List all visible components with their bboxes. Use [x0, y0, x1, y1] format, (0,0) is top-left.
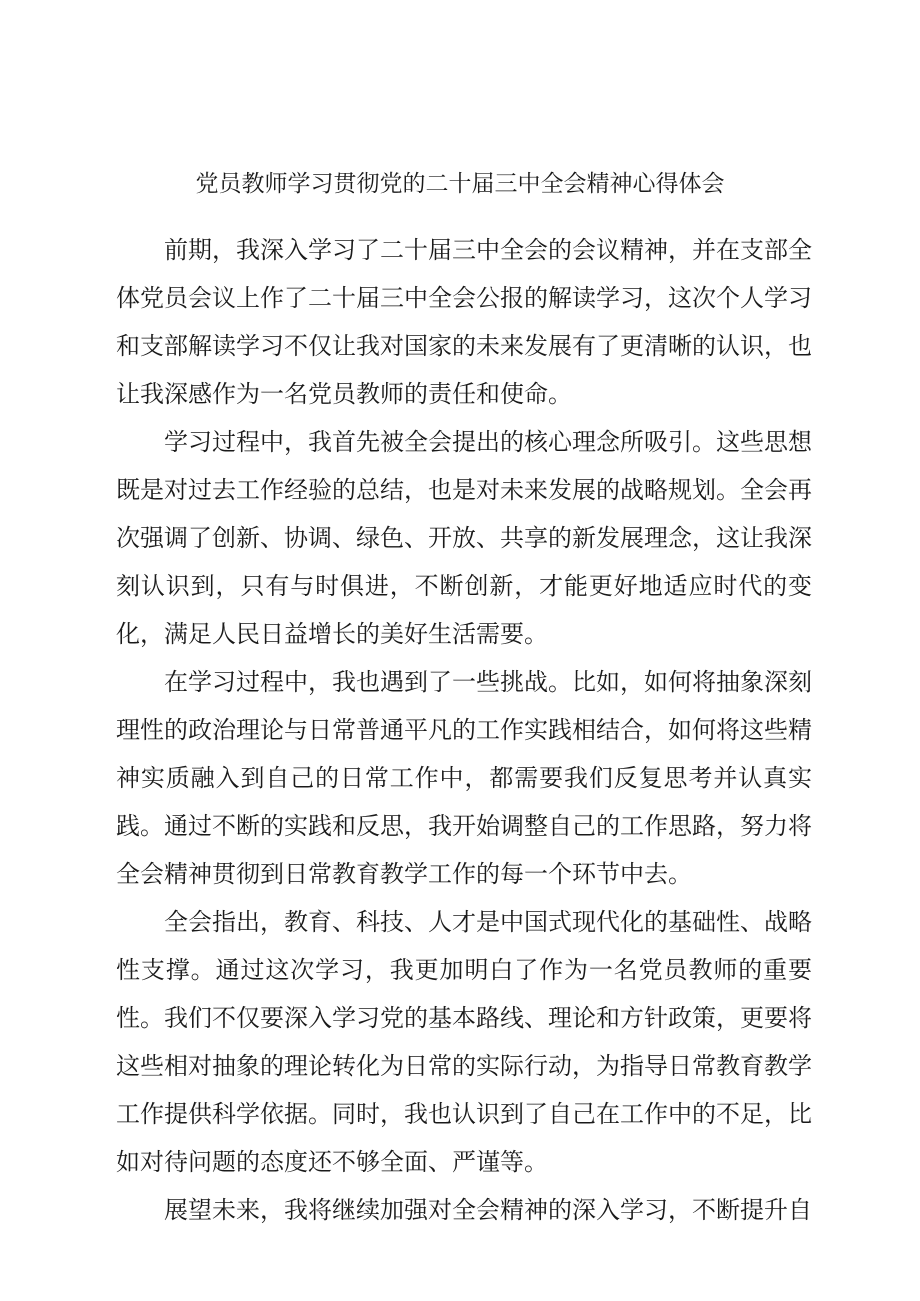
document-title: 党员教师学习贯彻党的二十届三中全会精神心得体会 — [195, 171, 725, 197]
paragraph-5: 展望未来，我将继续加强对全会精神的深入学习，不断提升自 — [164, 1196, 812, 1224]
paragraph-2: 学习过程中，我首先被全会提出的核心理念所吸引。这些思想既是对过去工作经验的总结，也是对未来发展的战略规划。全会再次强调了创新、协调、绿色、开放、共享的新发展理念，这让我深刻认识到，只有与时俱进，不断创新，才能更好地适应时代的变化，满足人民日益增长的美好生活需要。 — [116, 428, 812, 648]
document-body — [116, 226, 812, 1234]
paragraph-1: 前期，我深入学习了二十届三中全会的会议精神，并在支部全体党员会议上作了二十届三中全会公报的解读学习，这次个人学习和支部解读学习不仅让我对国家的未来发展有了更清晰的认识，也让我深感作为一名党员教师的责任和使命。 — [116, 236, 812, 408]
paragraph-3: 在学习过程中，我也遇到了一些挑战。比如，如何将抽象深刻理性的政治理论与日常普通平凡的工作实践相结合，如何将这些精神实质融入到自己的日常工作中，都需要我们反复思考并认真实践。通过不断的实践和反思，我开始调整自己的工作思路，努力将全会精神贯彻到日常教育教学工作的每一个环节中去。 — [116, 668, 812, 888]
paragraph-4: 全会指出，教育、科技、人才是中国式现代化的基础性、战略性支撑。通过这次学习，我更加明白了作为一名党员教师的重要性。我们不仅要深入学习党的基本路线、理论和方针政策，更要将这些相对抽象的理论转化为日常的实际行动，为指导日常教育教学工作提供科学依据。同时，我也认识到了自己在工作中的不足，比如对待问题的态度还不够全面、严谨等。 — [116, 908, 812, 1176]
